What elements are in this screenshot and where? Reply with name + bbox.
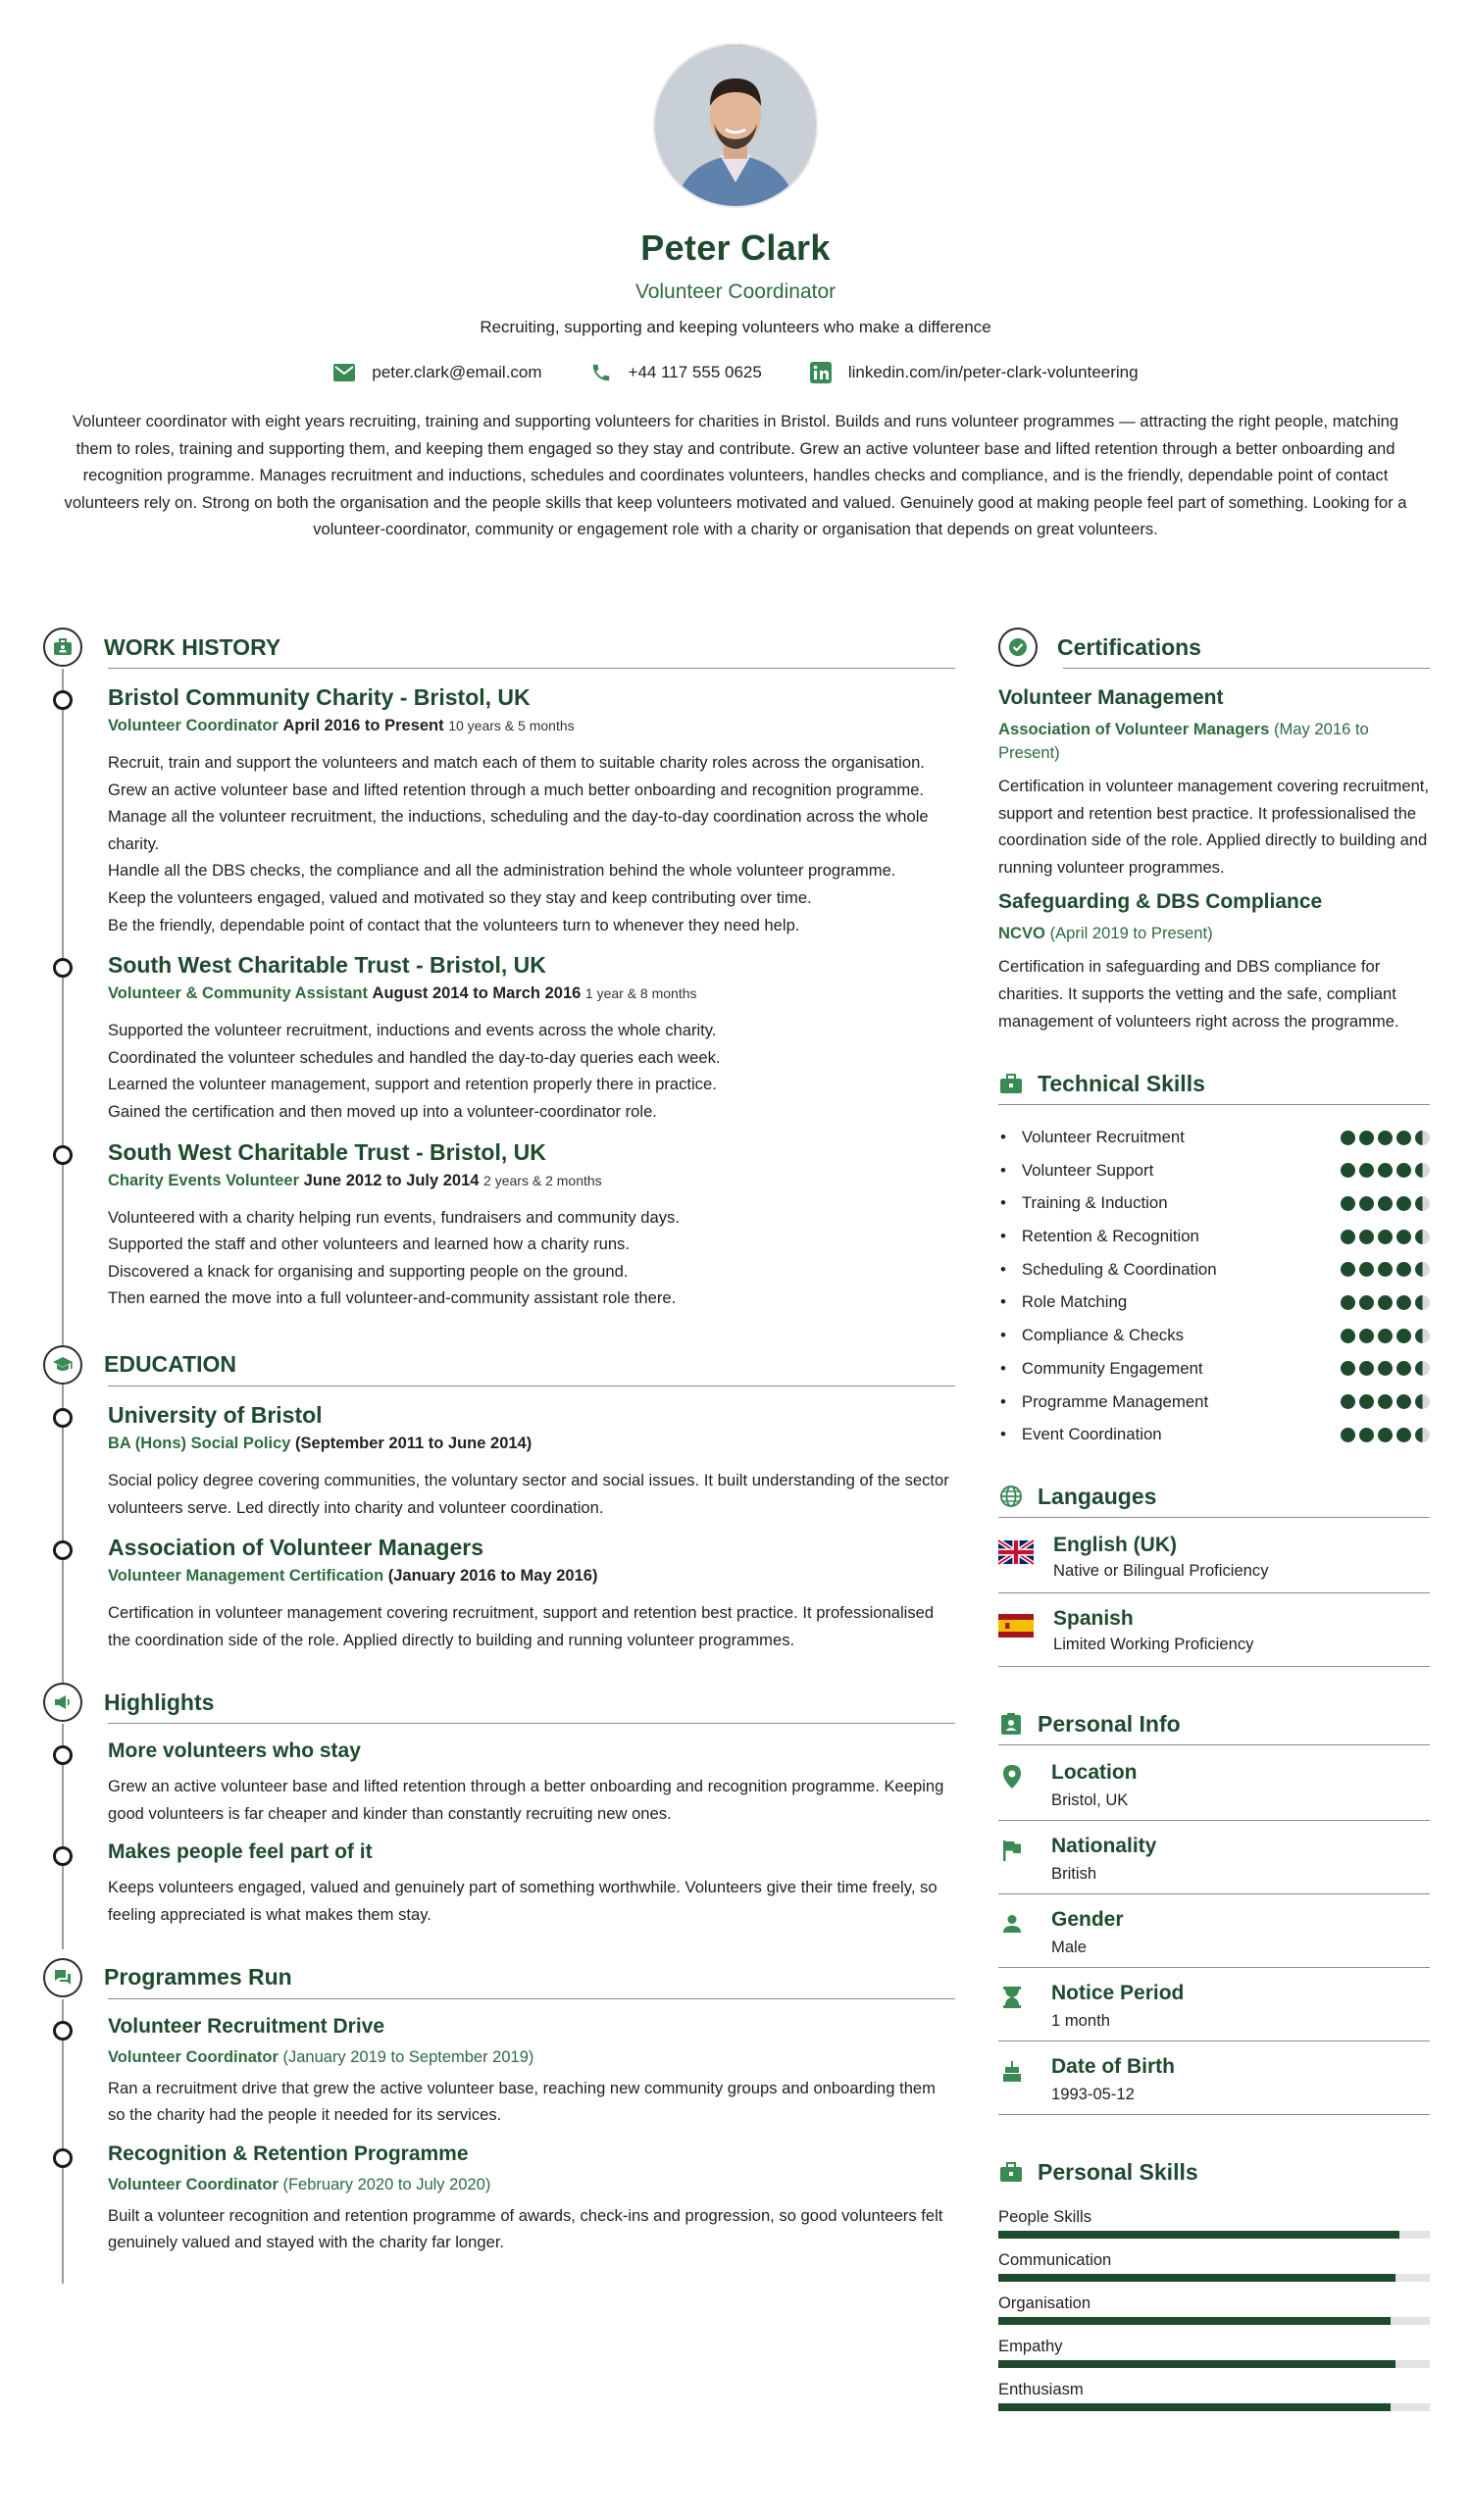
education-desc: Certification in volunteer management covering recruitment, support and retention best practice. It professionalised the coordination side of the role. Applied directly to building and running volunteer programmes. <box>108 1603 935 1649</box>
cert-org-line <box>998 718 1430 765</box>
job-bullet: Grew an active volunteer base and lifted retention through a much better onboarding and recognition programme. <box>108 780 925 799</box>
programme-dates: (February 2020 to July 2020) <box>282 2175 491 2193</box>
candidate-role: Volunteer Coordinator <box>634 280 837 303</box>
section-header <box>998 1473 1430 1520</box>
programme-desc: Built a volunteer recognition and retention programme of awards, check-ins and progression, so good volunteers felt genuinely valued and stayed with the charity far longer. <box>108 2205 943 2252</box>
rating-dot <box>1359 1262 1374 1277</box>
highlight-title: Makes people feel part of it <box>108 1840 373 1864</box>
work-history-section <box>43 624 955 1312</box>
language-entry <box>998 1520 1430 1593</box>
technical-skill-row <box>998 1319 1430 1352</box>
section-rule <box>108 1998 955 1999</box>
job-position: Volunteer Coordinator <box>108 717 279 734</box>
rating-dot <box>1359 1428 1374 1442</box>
languages-section <box>998 1473 1430 1667</box>
rating-dot <box>1415 1131 1430 1145</box>
cert-desc: Certification in safeguarding and DBS compliance for charities. It supports the vetting and the safe, compliant management of volunteers right across the programme. <box>998 957 1399 1031</box>
rating-dot <box>1359 1131 1374 1145</box>
graduation-cap-icon <box>43 1345 82 1385</box>
cert-dates: (May 2016 to Present) <box>998 720 1369 762</box>
info-label: Date of Birth <box>1051 2055 1175 2079</box>
timeline-dot <box>53 1745 73 1765</box>
skill-rating <box>1341 1329 1430 1343</box>
job-bullet: Coordinated the volunteer schedules and handled the day-to-day queries each week. <box>108 1047 721 1067</box>
section-title: EDUCATION <box>104 1351 237 1378</box>
section-header <box>43 1341 955 1388</box>
highlight-entry <box>43 1739 955 1827</box>
skill-name: • Programme Management <box>998 1392 1208 1412</box>
rating-dot <box>1359 1329 1374 1343</box>
language-name: English (UK) <box>1053 1534 1177 1557</box>
rating-dot <box>1396 1295 1411 1310</box>
skill-rating <box>1341 1394 1430 1409</box>
left-column <box>43 624 955 2278</box>
technical-skill-row <box>998 1220 1430 1253</box>
programme-dates: (January 2019 to September 2019) <box>282 2047 534 2066</box>
technical-skills-list <box>998 1121 1430 1451</box>
cert-org-line <box>998 922 1430 945</box>
skill-name: • Role Matching <box>998 1292 1127 1312</box>
technical-skill-row <box>998 1286 1430 1320</box>
skill-name: • Retention & Recognition <box>998 1227 1199 1246</box>
personal-skill-name: Communication <box>998 2250 1112 2270</box>
info-label: Gender <box>1051 1908 1124 1932</box>
degree-meta <box>108 1435 955 1453</box>
info-location <box>998 1747 1430 1821</box>
cert-org: NCVO <box>998 924 1045 943</box>
skill-rating <box>1341 1295 1430 1310</box>
cake-icon <box>998 2057 1026 2085</box>
cert-dates: (April 2019 to Present) <box>1049 924 1213 943</box>
programme-entry <box>43 2142 955 2256</box>
info-value: Bristol, UK <box>1051 1790 1129 1810</box>
skill-name: • Volunteer Recruitment <box>998 1128 1185 1147</box>
programme-title: Recognition & Retention Programme <box>108 2142 469 2165</box>
rating-dot <box>1415 1163 1430 1178</box>
contact-email[interactable] <box>332 363 541 382</box>
job-meta <box>108 717 955 735</box>
skill-bar-fill <box>998 2231 1399 2239</box>
job-dates: August 2014 to March 2016 <box>372 984 582 1003</box>
info-value: Male <box>1051 1938 1087 1957</box>
rating-dot <box>1415 1196 1430 1211</box>
rating-dot <box>1415 1329 1430 1343</box>
info-text <box>1051 2055 1175 2104</box>
skill-bar <box>998 2360 1430 2368</box>
rating-dot <box>1378 1361 1393 1376</box>
skill-name: • Event Coordination <box>998 1425 1162 1444</box>
personal-skill-name: People Skills <box>998 2207 1092 2227</box>
job-bullet: Then earned the move into a full volunteer-and-community assistant role there. <box>108 1288 677 1308</box>
highlight-desc: Grew an active volunteer base and lifted retention through a better onboarding and recognition programme. Keeping good volunteers is far cheaper and kinder than constantly recruiting new ones. <box>108 1777 944 1823</box>
skill-bar-fill <box>998 2403 1391 2411</box>
skill-rating <box>1341 1131 1430 1145</box>
job-bullets <box>108 1204 955 1312</box>
skill-rating <box>1341 1428 1430 1442</box>
job-bullets <box>108 749 955 938</box>
skill-bar-fill <box>998 2317 1391 2325</box>
candidate-tagline: Recruiting, supporting and keeping volunteers who make a difference <box>480 318 991 336</box>
technical-skill-row <box>998 1121 1430 1154</box>
rating-dot <box>1378 1329 1393 1343</box>
timeline-dot <box>53 1540 73 1560</box>
job-bullet: Supported the volunteer recruitment, inductions and events across the whole charity. <box>108 1021 717 1040</box>
rating-dot <box>1359 1394 1374 1409</box>
rating-dot <box>1359 1230 1374 1244</box>
section-title: Certifications <box>1057 633 1201 660</box>
location-pin-icon <box>998 1763 1026 1790</box>
personal-skill-name: Empathy <box>998 2337 1063 2356</box>
skill-name: • Training & Induction <box>998 1193 1168 1213</box>
section-title: Programmes Run <box>104 1964 292 1991</box>
education-entry <box>43 1402 955 1521</box>
job-entry <box>43 952 955 1125</box>
certifications-section <box>998 624 1430 1034</box>
job-position: Volunteer & Community Assistant <box>108 984 368 1003</box>
info-date-of-birth <box>998 2041 1430 2115</box>
technical-skill-row <box>998 1352 1430 1386</box>
job-bullet: Recruit, train and support the volunteers and match each of them to suitable charity roles across the organisation. <box>108 753 925 772</box>
spain-flag-icon <box>998 1613 1034 1638</box>
rating-dot <box>1359 1163 1374 1178</box>
skill-bar <box>998 2403 1430 2411</box>
highlights-section <box>43 1679 955 1928</box>
briefcase-id-icon <box>43 628 82 667</box>
rating-dot <box>1378 1131 1393 1145</box>
job-duration: 10 years & 5 months <box>448 718 575 733</box>
rating-dot <box>1341 1361 1355 1376</box>
job-bullet: Manage all the volunteer recruitment, the inductions, scheduling and the day-to-day coordination across the whole charity. <box>108 807 929 853</box>
personal-skills-section <box>998 2148 1430 2411</box>
skill-name: • Community Engagement <box>998 1359 1203 1379</box>
rating-dot <box>1341 1394 1355 1409</box>
skill-bar <box>998 2231 1430 2239</box>
degree-dates: (January 2016 to May 2016) <box>387 1567 598 1586</box>
skill-rating <box>1341 1262 1430 1277</box>
job-bullet: Learned the volunteer management, support and retention properly there in practice. <box>108 1075 717 1094</box>
technical-skill-row <box>998 1418 1430 1451</box>
rating-dot <box>1378 1394 1393 1409</box>
programme-title: Volunteer Recruitment Drive <box>108 2014 385 2038</box>
skill-name: • Compliance & Checks <box>998 1326 1184 1345</box>
info-gender <box>998 1894 1430 1968</box>
rating-dot <box>1378 1196 1393 1211</box>
technical-skills-section <box>998 1060 1430 1451</box>
timeline-dot <box>53 2021 73 2041</box>
skill-bar <box>998 2317 1430 2325</box>
technical-skill-row <box>998 1253 1430 1286</box>
contact-bar <box>0 363 1471 382</box>
programme-desc: Ran a recruitment drive that grew the active volunteer base, reaching new community groups and onboarding them so the charity had the people it needed for its services. <box>108 2078 936 2125</box>
info-label: Location <box>1051 1761 1138 1785</box>
section-header <box>998 1700 1430 1747</box>
education-section <box>43 1341 955 1653</box>
job-duration: 1 year & 8 months <box>584 985 697 1002</box>
timeline-dot <box>53 1145 73 1165</box>
skill-name: • Scheduling & Coordination <box>998 1260 1217 1280</box>
job-bullet: Discovered a knack for organising and supporting people on the ground. <box>108 1261 629 1281</box>
section-rule <box>998 1517 1430 1518</box>
job-title: South West Charitable Trust - Bristol, UK <box>108 1138 546 1165</box>
language-level: Limited Working Proficiency <box>1053 1635 1254 1654</box>
rating-dot <box>1415 1295 1430 1310</box>
personal-skill <box>998 2207 1430 2239</box>
rating-dot <box>1341 1131 1355 1145</box>
job-title: Bristol Community Charity - Bristol, UK <box>108 684 531 710</box>
section-title: WORK HISTORY <box>104 633 281 660</box>
profile-photo <box>653 43 818 208</box>
profile-summary: Volunteer coordinator with eight years recruiting, training and supporting volunteers for charities in Bristol. Builds and runs volunteer programmes — attracting the right people, matching them to roles, training and supporting them, and keeping them engaged so they stay and contribute. Grew an active volunteer base and lifted retention through a better onboarding and recognition programme. Manages recruitment and inductions, schedules and coordinates volunteers, handles checks and compliance, and is the friendly, dependable point of contact volunteers rely on. Strong on both the organisation and the people skills that keep volunteers motivated and valued. Genuinely good at making people feel part of something. Looking for a volunteer-coordinator, community or engagement role with a charity or organisation that depends on great volunteers. <box>64 412 1407 539</box>
badge-check-icon <box>998 628 1038 667</box>
rating-dot <box>1341 1196 1355 1211</box>
job-meta <box>108 1172 955 1190</box>
education-desc: Social policy degree covering communities, the voluntary sector and social issues. It built understanding of the sector volunteers serve. Led directly into charity and volunteer coordination. <box>108 1470 949 1517</box>
phone-icon <box>589 363 613 382</box>
rating-dot <box>1396 1394 1411 1409</box>
contact-linkedin[interactable] <box>809 363 1139 382</box>
rating-dot <box>1396 1262 1411 1277</box>
rating-dot <box>1378 1230 1393 1244</box>
personal-skill-name: Enthusiasm <box>998 2380 1084 2399</box>
job-bullet: Handle all the DBS checks, the compliance and all the administration behind the whole volunteer programme. <box>108 861 896 881</box>
info-label: Notice Period <box>1051 1982 1185 2005</box>
rating-dot <box>1396 1428 1411 1442</box>
job-dates: June 2012 to July 2014 <box>303 1171 480 1189</box>
skill-rating <box>1341 1196 1430 1211</box>
cert-org: Association of Volunteer Managers <box>998 720 1270 738</box>
language-level: Native or Bilingual Proficiency <box>1053 1561 1269 1581</box>
personal-info-section <box>998 1700 1430 2115</box>
job-bullet: Volunteered with a charity helping run events, fundraisers and community days. <box>108 1207 680 1227</box>
rating-dot <box>1415 1230 1430 1244</box>
section-rule <box>998 1744 1430 1745</box>
section-header <box>43 1679 955 1726</box>
job-position: Charity Events Volunteer <box>108 1171 299 1189</box>
resume-header <box>0 0 1471 543</box>
rating-dot <box>1378 1163 1393 1178</box>
section-rule <box>108 1723 955 1724</box>
section-title: Langauges <box>1038 1483 1157 1509</box>
programmes-section <box>43 1954 955 2256</box>
timeline-dot <box>53 1408 73 1428</box>
skill-rating <box>1341 1361 1430 1376</box>
skill-bar-fill <box>998 2274 1395 2282</box>
job-bullet: Keep the volunteers engaged, valued and motivated so they stay and keep contributing over time. <box>108 887 812 907</box>
section-rule <box>998 1104 1430 1105</box>
job-bullet: Supported the staff and other volunteers and learned how a charity runs. <box>108 1235 630 1254</box>
rating-dot <box>1359 1361 1374 1376</box>
rating-dot <box>1359 1196 1374 1211</box>
rating-dot <box>1359 1295 1374 1310</box>
info-nationality <box>998 1821 1430 1894</box>
info-text <box>1051 1982 1184 2031</box>
degree-dates: (September 2011 to June 2014) <box>295 1434 533 1452</box>
school-name: University of Bristol <box>108 1401 323 1428</box>
rating-dot <box>1378 1262 1393 1277</box>
job-bullet: Be the friendly, dependable point of contact that the volunteers turn to whenever they need help. <box>108 915 800 934</box>
job-dates: April 2016 to Present <box>282 717 444 734</box>
email-icon <box>332 363 356 382</box>
rating-dot <box>1396 1329 1411 1343</box>
skill-rating <box>1341 1163 1430 1178</box>
globe-icon <box>998 1484 1024 1509</box>
section-header <box>43 1954 955 2001</box>
certification-entry <box>998 686 1430 881</box>
skill-bar <box>998 2274 1430 2282</box>
personal-skill <box>998 2380 1430 2411</box>
rating-dot <box>1396 1163 1411 1178</box>
technical-skill-row <box>998 1154 1430 1187</box>
info-text <box>1051 1908 1124 1957</box>
job-duration: 2 years & 2 months <box>483 1172 602 1188</box>
language-entry <box>998 1593 1430 1667</box>
info-value: British <box>1051 1864 1097 1884</box>
megaphone-icon <box>43 1683 82 1722</box>
language-text <box>1053 1607 1253 1654</box>
job-bullet: Gained the certification and then moved up into a volunteer-coordinator role. <box>108 1101 657 1121</box>
rating-dot <box>1341 1329 1355 1343</box>
timeline-dot <box>53 690 73 710</box>
rating-dot <box>1396 1361 1411 1376</box>
candidate-name: Peter Clark <box>640 227 831 268</box>
job-title: South West Charitable Trust - Bristol, UK <box>108 952 546 979</box>
email-text[interactable]: peter.clark@email.com <box>372 363 542 381</box>
job-bullets <box>108 1017 955 1125</box>
language-text <box>1053 1534 1269 1581</box>
section-header <box>998 624 1430 671</box>
rating-dot <box>1341 1295 1355 1310</box>
cert-title: Volunteer Management <box>998 686 1224 709</box>
school-name: Association of Volunteer Managers <box>108 1535 483 1561</box>
rating-dot <box>1341 1163 1355 1178</box>
skill-rating <box>1341 1230 1430 1244</box>
technical-skill-row <box>998 1187 1430 1221</box>
rating-dot <box>1341 1262 1355 1277</box>
rating-dot <box>1378 1295 1393 1310</box>
toolbox-icon <box>998 1071 1024 1096</box>
programme-role: Volunteer Coordinator <box>108 2047 279 2066</box>
linkedin-text[interactable]: linkedin.com/in/peter-clark-volunteering <box>847 363 1139 381</box>
degree-name: BA (Hons) Social Policy <box>108 1434 291 1452</box>
rating-dot <box>1341 1230 1355 1244</box>
skill-name: • Volunteer Support <box>998 1161 1153 1181</box>
info-notice-period <box>998 1968 1430 2041</box>
section-header <box>998 1060 1430 1107</box>
programme-role: Volunteer Coordinator <box>108 2175 279 2193</box>
person-icon <box>998 1910 1026 1938</box>
info-text <box>1051 1835 1156 1884</box>
contact-phone[interactable] <box>589 363 762 382</box>
rating-dot <box>1378 1428 1393 1442</box>
rating-dot <box>1396 1230 1411 1244</box>
uk-flag-icon <box>998 1539 1034 1565</box>
phone-text[interactable]: +44 117 555 0625 <box>628 363 762 381</box>
degree-name: Volunteer Management Certification <box>108 1567 384 1586</box>
programme-meta <box>108 2048 955 2067</box>
highlight-title: More volunteers who stay <box>108 1739 361 1763</box>
rating-dot <box>1415 1361 1430 1376</box>
job-meta <box>108 984 955 1003</box>
section-header <box>43 624 955 671</box>
programme-entry <box>43 2015 955 2129</box>
personal-skill <box>998 2293 1430 2325</box>
degree-meta <box>108 1567 955 1586</box>
rating-dot <box>1341 1428 1355 1442</box>
right-column <box>998 624 1430 2433</box>
personal-skill <box>998 2250 1430 2282</box>
technical-skill-row <box>998 1386 1430 1419</box>
highlight-entry <box>43 1840 955 1928</box>
linkedin-icon <box>809 363 833 382</box>
chat-icon <box>43 1958 82 1997</box>
education-entry <box>43 1535 955 1653</box>
hourglass-icon <box>998 1984 1026 2011</box>
language-name: Spanish <box>1053 1607 1134 1631</box>
highlight-desc: Keeps volunteers engaged, valued and genuinely part of something worthwhile. Volunteers give their time freely, so feeling appreciated is what makes them stay. <box>108 1878 938 1925</box>
flag-icon <box>998 1837 1026 1864</box>
certification-entry <box>998 890 1430 1034</box>
job-entry <box>43 1139 955 1312</box>
personal-skill-name: Organisation <box>998 2293 1091 2313</box>
id-card-icon <box>998 1711 1024 1737</box>
timeline-dot <box>53 2148 73 2168</box>
section-header <box>998 2148 1430 2195</box>
info-text <box>1051 1761 1138 1810</box>
rating-dot <box>1396 1131 1411 1145</box>
section-rule <box>108 668 955 669</box>
skill-bar-fill <box>998 2360 1395 2368</box>
rating-dot <box>1415 1394 1430 1409</box>
cert-title: Safeguarding & DBS Compliance <box>998 890 1323 914</box>
timeline-dot <box>53 1846 73 1866</box>
job-entry <box>43 684 955 938</box>
timeline-dot <box>53 958 73 978</box>
rating-dot <box>1396 1196 1411 1211</box>
personal-skill <box>998 2337 1430 2368</box>
toolbox-icon <box>998 2159 1024 2185</box>
rating-dot <box>1415 1262 1430 1277</box>
programme-meta <box>108 2176 955 2194</box>
section-rule <box>1063 668 1430 669</box>
section-title: Technical Skills <box>1038 1070 1205 1096</box>
info-value: 1 month <box>1051 2011 1110 2031</box>
section-title: Personal Info <box>1038 1710 1181 1737</box>
section-title: Highlights <box>104 1688 215 1715</box>
cert-desc: Certification in volunteer management covering recruitment, support and retention best practice. It professionalised the coordination side of the role. Applied directly to building and running volunteer programmes. <box>998 777 1430 877</box>
section-title: Personal Skills <box>1038 2158 1198 2185</box>
personal-skills-list <box>998 2207 1430 2411</box>
info-label: Nationality <box>1051 1835 1157 1858</box>
info-value: 1993-05-12 <box>1051 2085 1135 2104</box>
rating-dot <box>1415 1428 1430 1442</box>
